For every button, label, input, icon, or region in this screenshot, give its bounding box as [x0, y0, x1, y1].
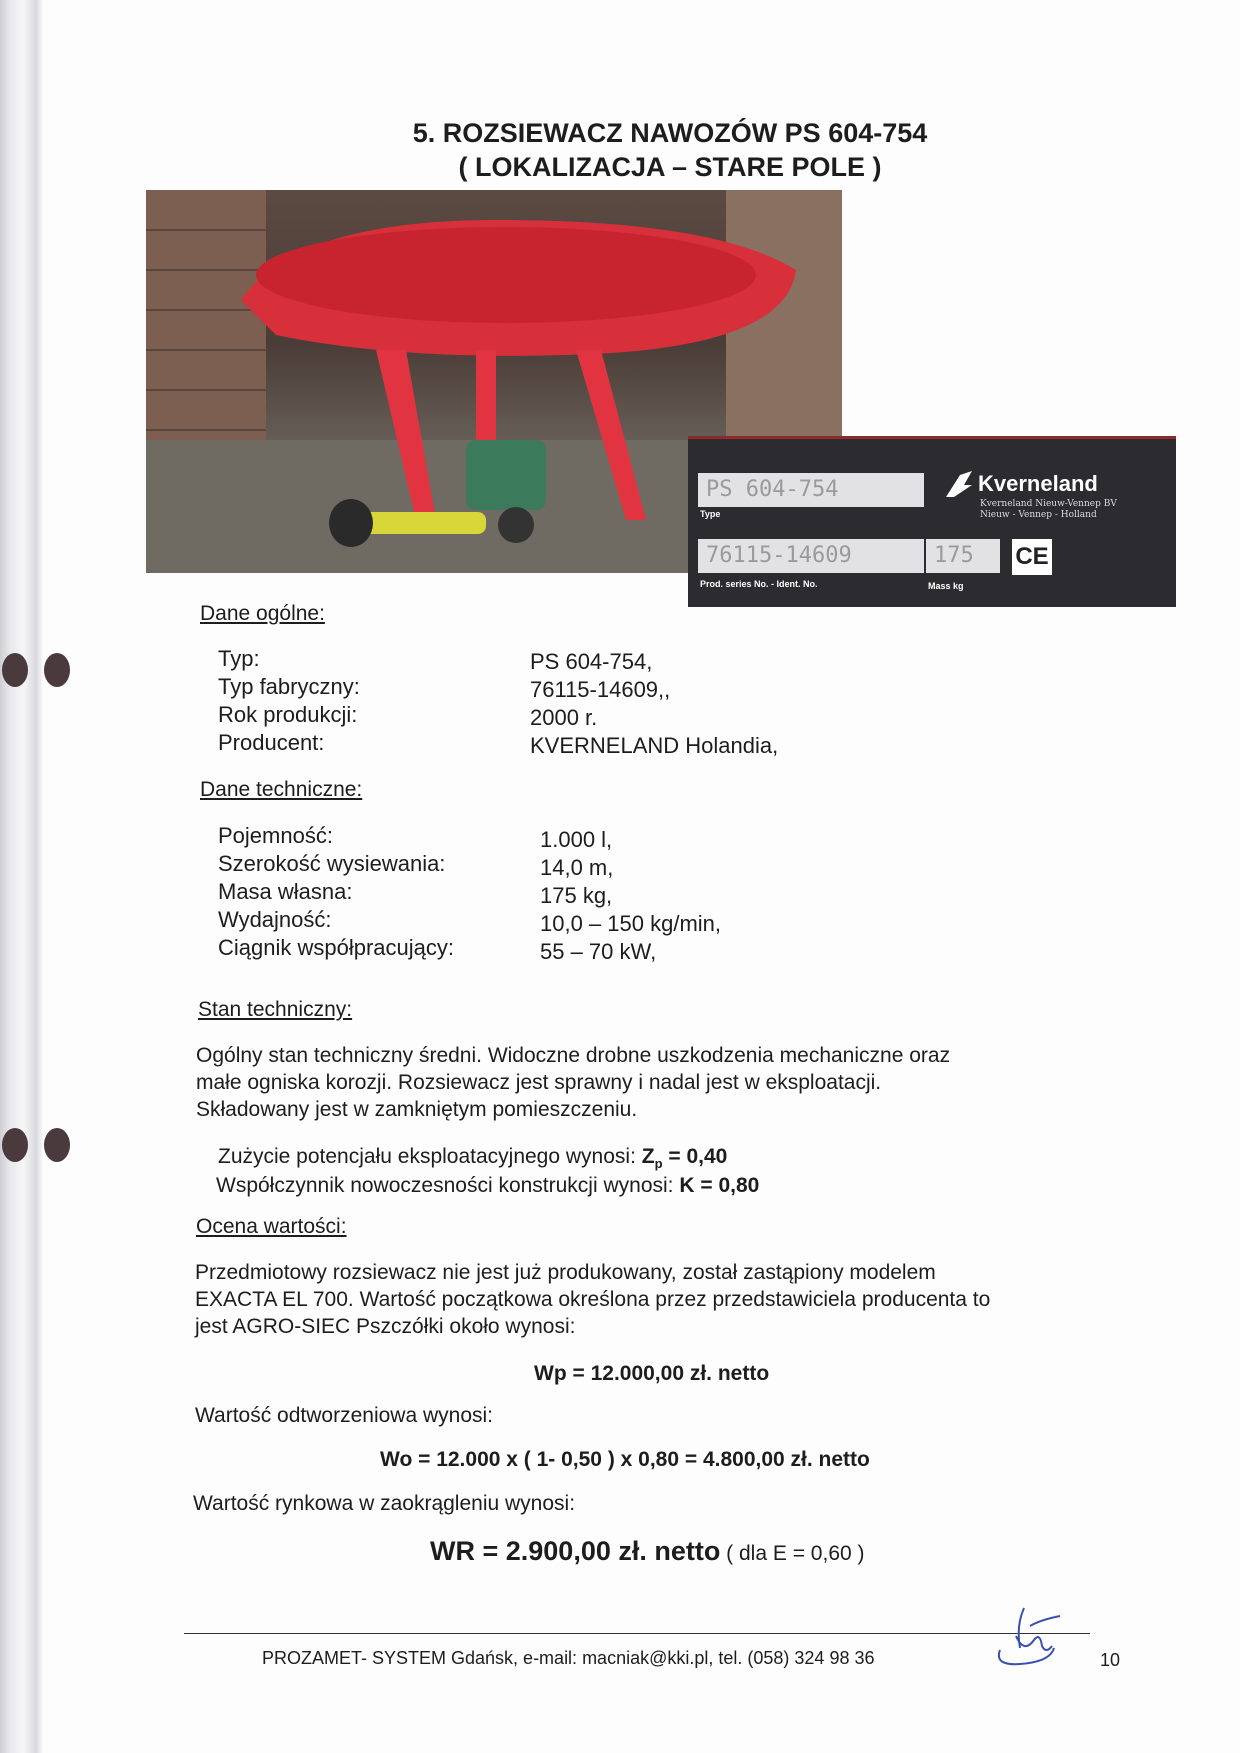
wp-formula: Wp = 12.000,00 zł. netto: [534, 1362, 770, 1385]
technical-value: 14,0 m,: [540, 855, 614, 880]
wo-formula: Wo = 12.000 x ( 1- 0,50 ) x 0,80 = 4.800,00 zł. netto: [380, 1448, 870, 1471]
page-subtitle: ( LOKALIZACJA – STARE POLE ): [458, 152, 882, 182]
technical-labels: [218, 822, 454, 962]
condition-paragraph: Ogólny stan techniczny średni. Widoczne drobne uszkodzenia mechaniczne oraz małe ogniska korozji. Rozsiewacz jest sprawny i nadal jest w eksploatacji. Składowany jest w zamkniętym pomieszczeniu.: [196, 1044, 951, 1121]
technical-heading: Dane techniczne:: [200, 778, 363, 801]
technical-label: Szerokość wysiewania:: [218, 851, 446, 876]
nameplate-brand: Kverneland: [978, 471, 1098, 496]
zp-line: Zużycie potencjału eksploatacyjnego wynosi: $Z_p = 0,40$: [218, 1145, 728, 1172]
binder-hole: [44, 653, 70, 687]
nameplate-type-value: PS 604-754: [698, 473, 924, 507]
nameplate-ident-value: 76115-14609: [698, 539, 924, 573]
technical-values: [540, 826, 721, 966]
valuation-paragraph: Przedmiotowy rozsiewacz nie jest już produkowany, został zastąpiony modelem EXACTA EL 700. Wartość początkowa określona przez przedstawiciela producenta to jest AGRO-SIEC Pszczółki około wynosi:: [195, 1261, 991, 1338]
binder-hole: [44, 1128, 70, 1162]
nameplate-mass-value: 175: [926, 539, 1000, 573]
general-labels: [218, 645, 360, 757]
technical-value: 1.000 l,: [540, 827, 613, 852]
general-value: 76115-14609,,: [530, 677, 671, 702]
k-line: Współczynnik nowoczesności konstrukcji wynosi: K = 0,80: [216, 1174, 760, 1197]
nameplate-type-label: Type: [700, 509, 721, 519]
technical-value: 10,0 – 150 kg/min,: [540, 911, 722, 936]
general-values: [530, 648, 778, 760]
signature-icon: [990, 1596, 1070, 1670]
footer-divider: [184, 1633, 1090, 1634]
condition-heading: Stan techniczny:: [198, 998, 353, 1021]
binder-edge: [0, 0, 44, 1753]
valuation-heading: Ocena wartości:: [196, 1215, 347, 1238]
nameplate-mass-label: Mass kg: [928, 581, 964, 591]
page-title: 5. ROZSIEWACZ NAWOZÓW PS 604-754: [412, 118, 928, 148]
ce-mark: CE: [1012, 539, 1052, 575]
nameplate: [688, 436, 1176, 607]
general-value: KVERNELAND Holandia,: [530, 733, 779, 758]
technical-value: 175 kg,: [540, 883, 613, 908]
technical-label: Wydajność:: [218, 907, 332, 932]
binder-hole: [2, 653, 28, 687]
general-value: 2000 r.: [530, 705, 598, 730]
technical-value: 55 – 70 kW,: [540, 939, 657, 964]
general-heading: Dane ogólne:: [200, 602, 325, 625]
wo-label: Wartość odtworzeniowa wynosi:: [195, 1404, 493, 1427]
general-value: PS 604-754,: [530, 649, 653, 674]
kverneland-logo-icon: [942, 469, 976, 499]
wr-line: [430, 1536, 865, 1567]
wr-note: ( dla E = 0,60 ): [720, 1542, 865, 1565]
wr-label: Wartość rynkowa w zaokrągleniu wynosi:: [193, 1492, 576, 1515]
page-number: 10: [1100, 1650, 1121, 1670]
technical-label: Masa własna:: [218, 879, 353, 904]
binder-hole: [2, 1128, 28, 1162]
general-label: Producent:: [218, 730, 325, 755]
technical-label: Pojemność:: [218, 823, 333, 848]
nameplate-brand-address: Kverneland Nieuw-Vennep BV Nieuw - Vennep - Holland: [980, 499, 1117, 520]
general-label: Typ:: [218, 646, 260, 671]
general-label: Typ fabryczny:: [218, 674, 360, 699]
general-label: Rok produkcji:: [218, 702, 358, 727]
technical-label: Ciągnik współpracujący:: [218, 935, 454, 960]
nameplate-ident-label: Prod. series No. - Ident. No.: [700, 579, 818, 589]
wr-formula: WR = 2.900,00 zł. netto: [430, 1536, 721, 1566]
footer-contact: PROZAMET- SYSTEM Gdańsk, e-mail: macniak@kki.pl, tel. (058) 324 98 36: [262, 1648, 875, 1668]
